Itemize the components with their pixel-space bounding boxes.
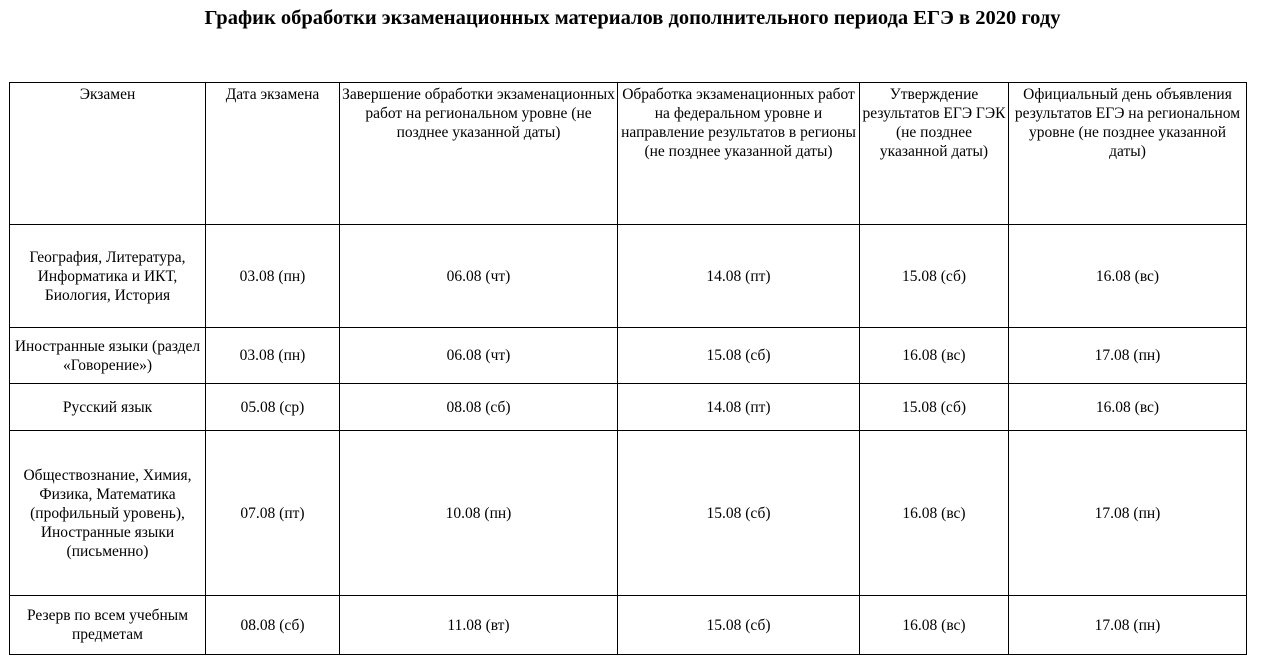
cell-gek-approval: 16.08 (вс) [860,431,1009,596]
cell-gek-approval: 16.08 (вс) [860,328,1009,384]
cell-federal-done: 14.08 (пт) [618,225,860,328]
cell-exam: Резерв по всем учебным предметам [10,596,206,655]
table-row [10,384,1247,431]
cell-exam-date: 03.08 (пн) [206,328,340,384]
table-row [10,431,1247,596]
cell-federal-done: 15.08 (сб) [618,596,860,655]
cell-announcement: 16.08 (вс) [1009,384,1247,431]
cell-regional-done: 06.08 (чт) [340,328,618,384]
cell-exam-date: 05.08 (ср) [206,384,340,431]
cell-exam: Русский язык [10,384,206,431]
header-exam-date: Дата экзамена [206,83,340,225]
cell-exam: Иностранные языки (раздел «Говорение») [10,328,206,384]
header-exam: Экзамен [10,83,206,225]
exam-schedule-table [9,82,1247,655]
cell-federal-done: 14.08 (пт) [618,384,860,431]
table-row [10,225,1247,328]
cell-exam: Обществознание, Химия, Физика, Математика (профильный уровень), Иностранные языки (письменно) [10,431,206,596]
table-row [10,328,1247,384]
cell-regional-done: 10.08 (пн) [340,431,618,596]
cell-exam: География, Литература, Информатика и ИКТ, Биология, История [10,225,206,328]
cell-announcement: 17.08 (пн) [1009,328,1247,384]
cell-regional-done: 11.08 (вт) [340,596,618,655]
header-announcement: Официальный день объявления результатов ЕГЭ на региональном уровне (не позднее указанной даты) [1009,83,1247,225]
cell-announcement: 17.08 (пн) [1009,431,1247,596]
cell-regional-done: 08.08 (сб) [340,384,618,431]
cell-exam-date: 03.08 (пн) [206,225,340,328]
page-title: График обработки экзаменационных материалов дополнительного периода ЕГЭ в 2020 году [204,7,1061,29]
cell-regional-done: 06.08 (чт) [340,225,618,328]
cell-gek-approval: 16.08 (вс) [860,596,1009,655]
header-federal-processing: Обработка экзаменационных работ на федеральном уровне и направление результатов в регионы (не позднее указанной даты) [618,83,860,225]
table-header-row [10,83,1247,225]
cell-gek-approval: 15.08 (сб) [860,384,1009,431]
table-row [10,596,1247,655]
cell-gek-approval: 15.08 (сб) [860,225,1009,328]
cell-exam-date: 08.08 (сб) [206,596,340,655]
cell-announcement: 17.08 (пн) [1009,596,1247,655]
cell-federal-done: 15.08 (сб) [618,431,860,596]
cell-announcement: 16.08 (вс) [1009,225,1247,328]
cell-exam-date: 07.08 (пт) [206,431,340,596]
header-gek-approval: Утверждение результатов ЕГЭ ГЭК (не позднее указанной даты) [860,83,1009,225]
cell-federal-done: 15.08 (сб) [618,328,860,384]
header-regional-processing: Завершение обработки экзаменационных работ на региональном уровне (не позднее указанной даты) [340,83,618,225]
